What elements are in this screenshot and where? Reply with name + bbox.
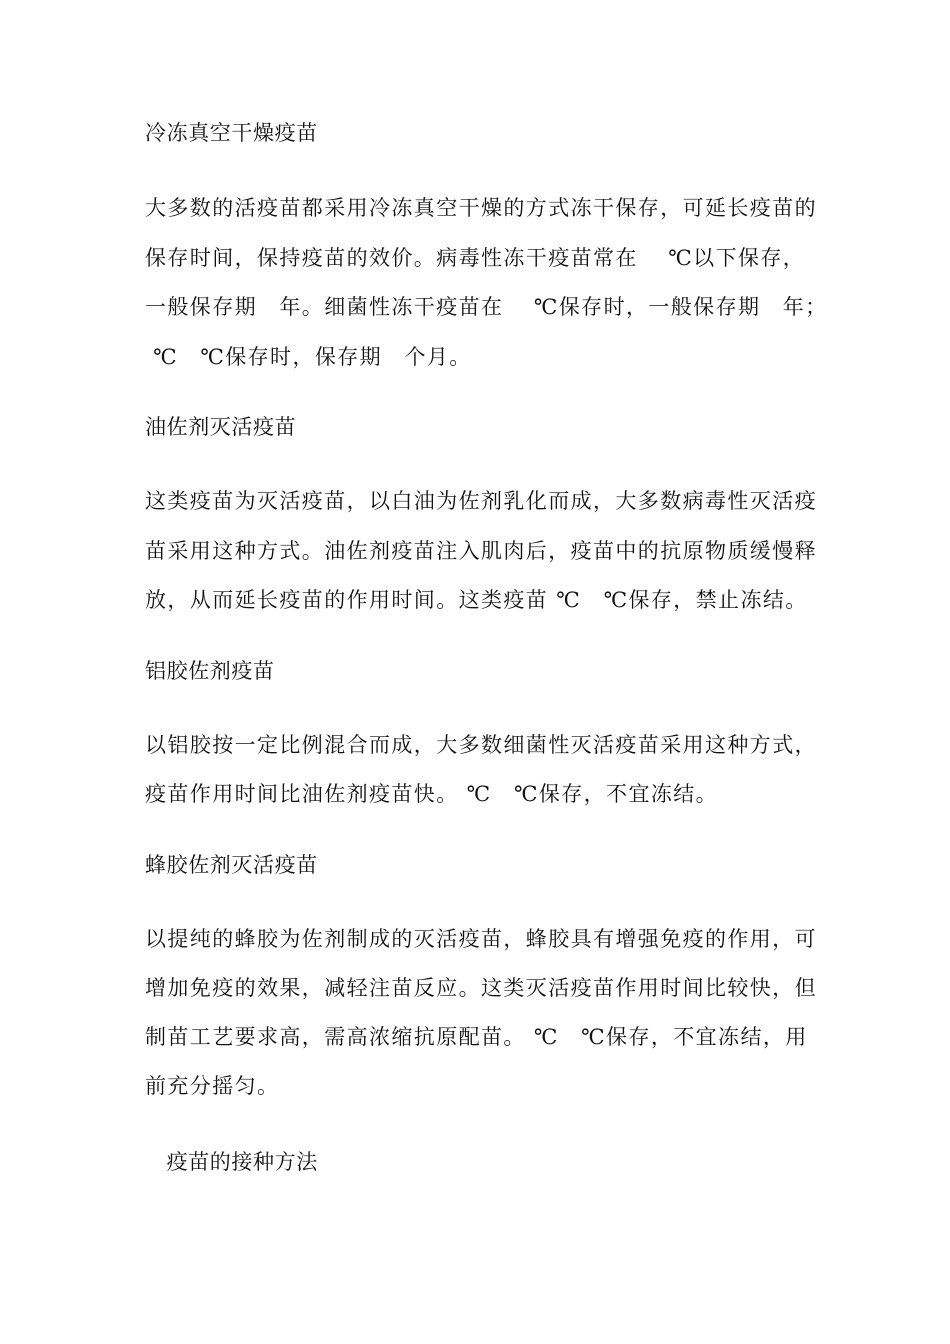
section-heading: 油佐剂灭活疫苗 [145, 415, 297, 439]
paragraph-line: 增加免疫的效果，减轻注苗反应。这类灭活疫苗作用时间比较快，但 [145, 976, 817, 1000]
section-heading: 冷冻真空干燥疫苗 [145, 121, 318, 145]
paragraph-line: 一般保存期 年。细菌性冻干疫苗在 ℃保存时，一般保存期 年； [145, 295, 828, 319]
section-heading: 蜂胶佐剂灭活疫苗 [145, 853, 318, 877]
paragraph-line: 苗采用这种方式。油佐剂疫苗注入肌肉后，疫苗中的抗原物质缓慢释 [145, 539, 817, 563]
paragraph-line: 以铝胶按一定比例混合而成，大多数细菌性灭活疫苗采用这种方式， [145, 733, 817, 757]
paragraph-line: 保存时间，保持疫苗的效价。病毒性冻干疫苗常在 ℃以下保存， [145, 246, 806, 270]
paragraph-line: ℃ ℃保存时，保存期 个月。 [145, 345, 472, 369]
paragraph-line: 放，从而延长疫苗的作用时间。这类疫苗 ℃ ℃保存，禁止冻结。 [145, 588, 808, 612]
paragraph-line: 这类疫苗为灭活疫苗，以白油为佐剂乳化而成，大多数病毒性灭活疫 [145, 489, 817, 513]
paragraph-line: 制苗工艺要求高，需高浓缩抗原配苗。 ℃ ℃保存，不宜冻结，用 [145, 1025, 808, 1049]
paragraph-line: 前充分摇匀。 [145, 1074, 280, 1098]
paragraph-line: 以提纯的蜂胶为佐剂制成的灭活疫苗，蜂胶具有增强免疫的作用，可 [145, 927, 817, 951]
paragraph-line: 疫苗作用时间比油佐剂疫苗快。 ℃ ℃保存，不宜冻结。 [145, 782, 719, 806]
section-heading: 疫苗的接种方法 [145, 1150, 318, 1174]
section-heading: 铝胶佐剂疫苗 [145, 659, 275, 683]
paragraph-line: 大多数的活疫苗都采用冷冻真空干燥的方式冻干保存，可延长疫苗的 [145, 196, 817, 220]
